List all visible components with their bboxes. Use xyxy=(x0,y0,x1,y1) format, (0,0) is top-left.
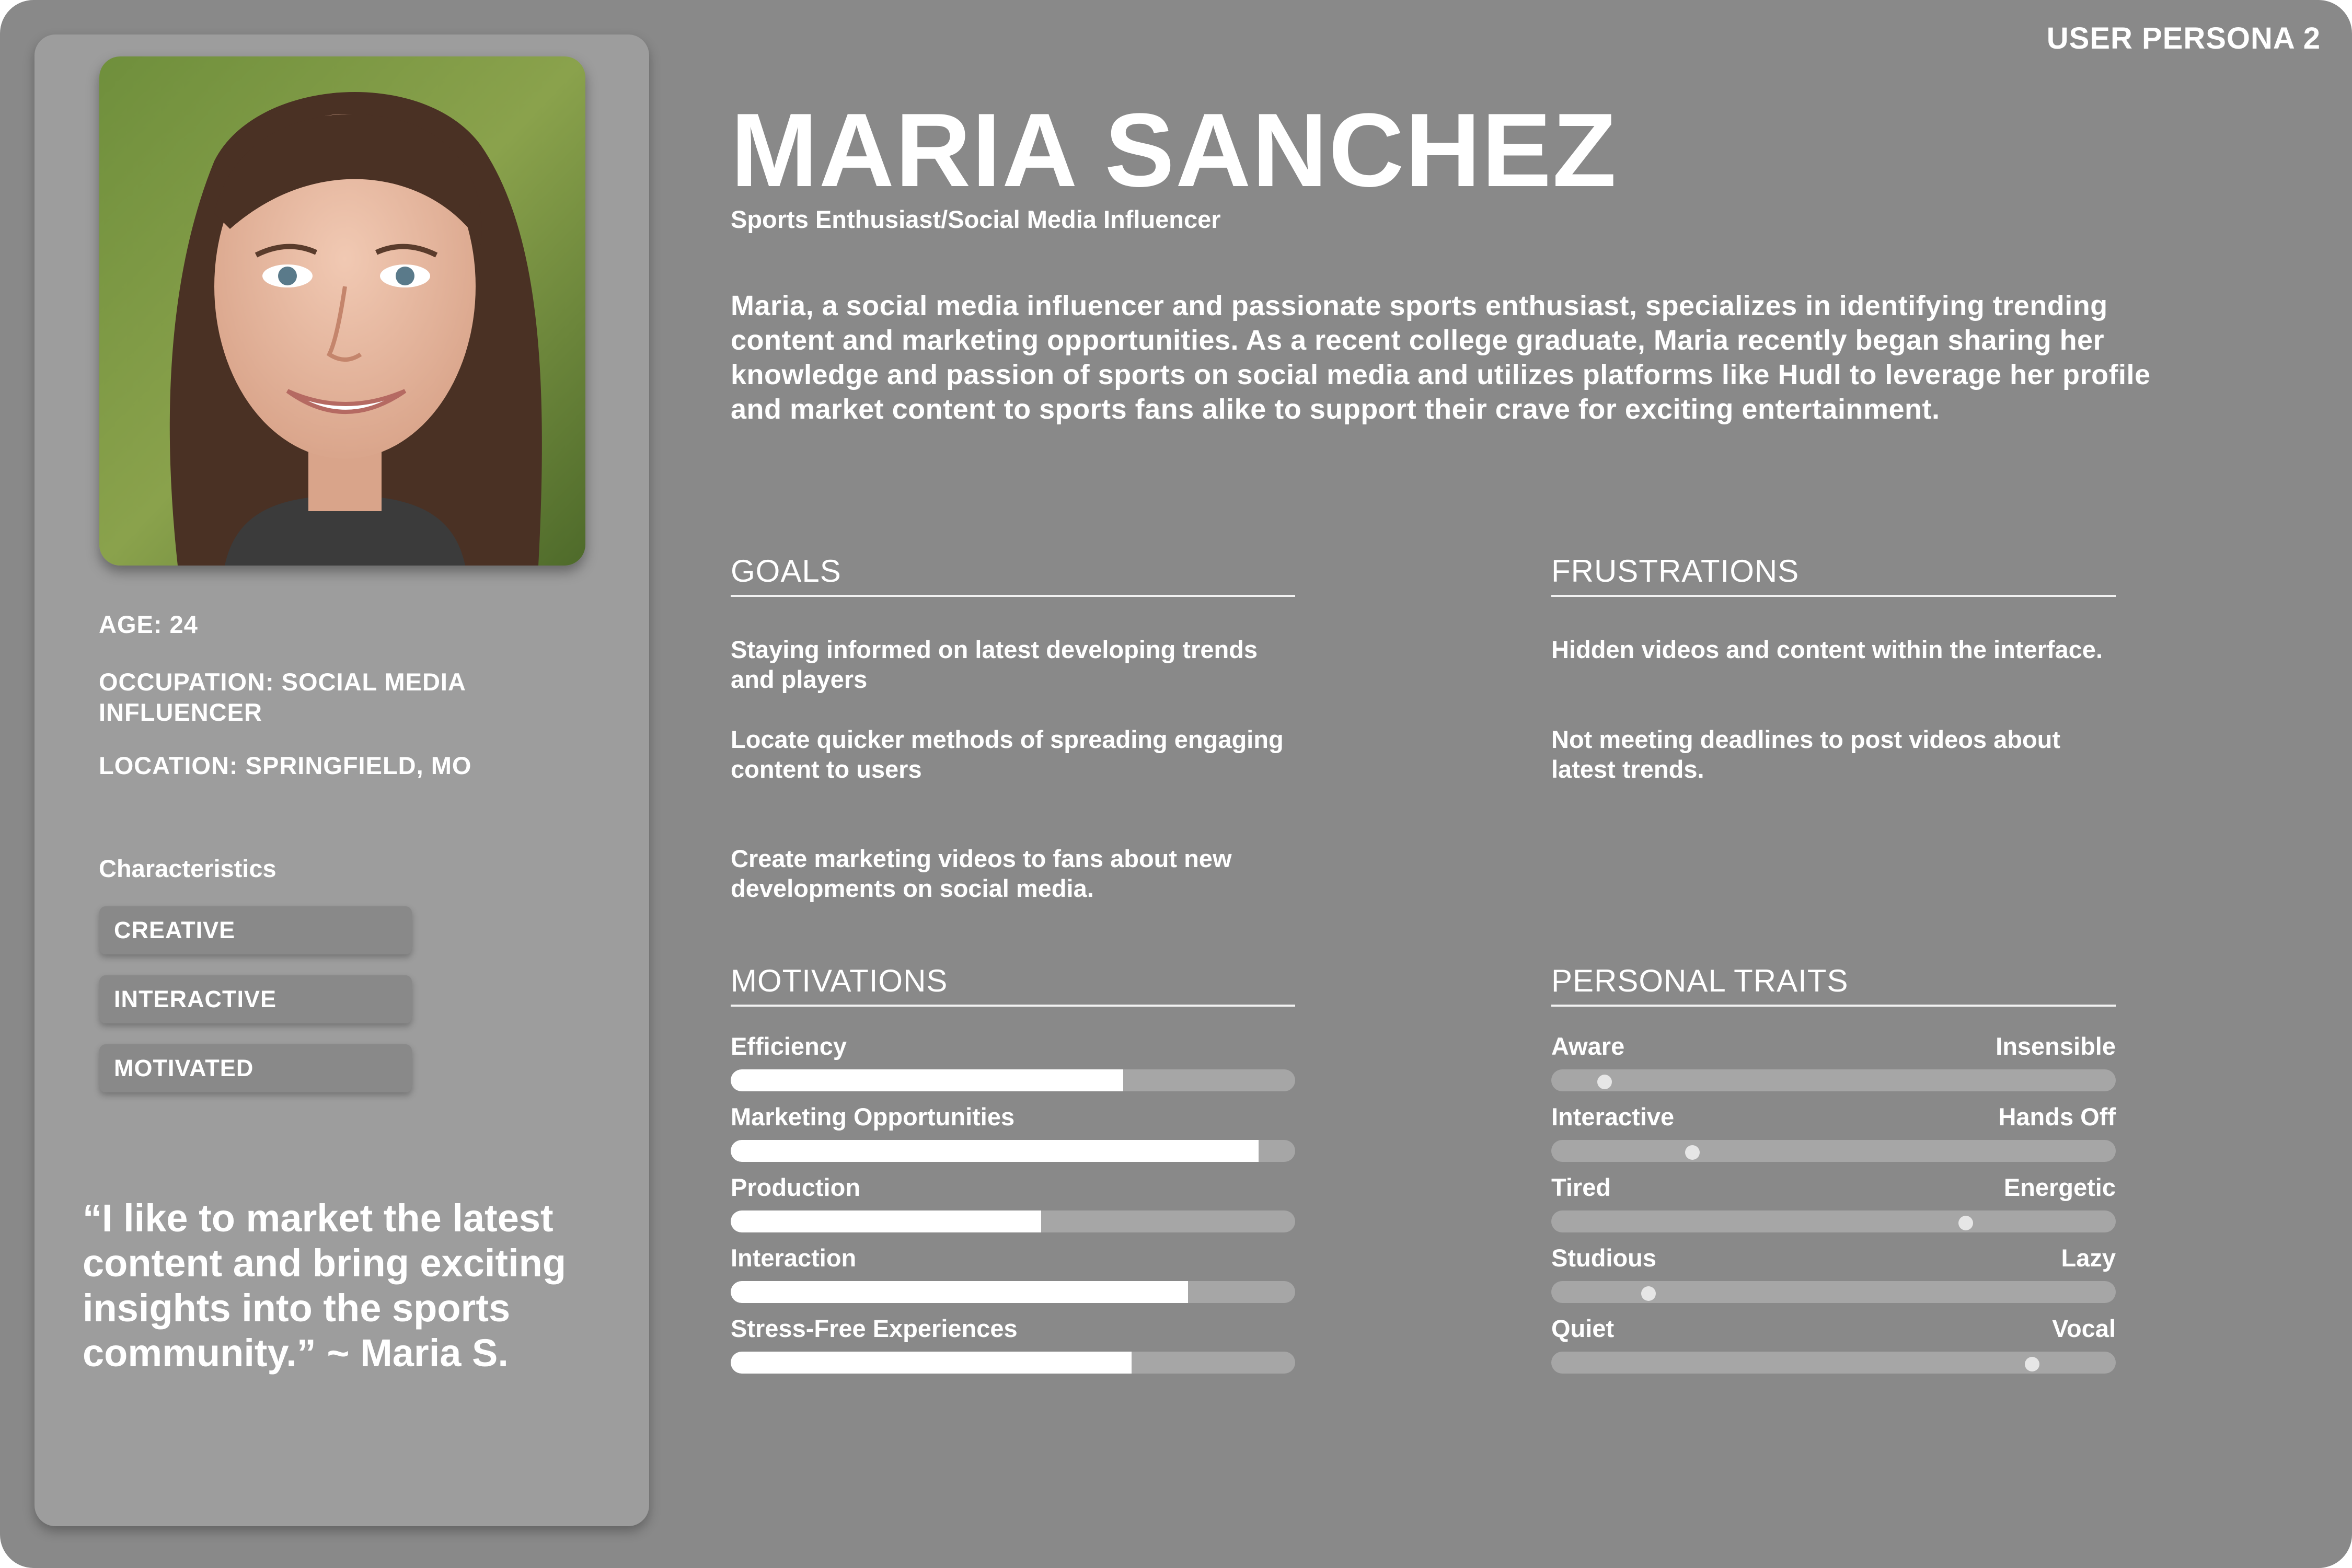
persona-subtitle: Sports Enthusiast/Social Media Influencer xyxy=(731,205,1221,233)
trait-slider xyxy=(1551,1210,2116,1232)
motivation-fill xyxy=(731,1140,1259,1162)
trait-slider-knob xyxy=(2025,1357,2039,1371)
goal-item: Locate quicker methods of spreading engaging content to users xyxy=(731,725,1284,783)
motivation-bar xyxy=(731,1210,1295,1232)
motivation-label: Stress-Free Experiences xyxy=(731,1315,1018,1342)
persona-name: MARIA SANCHEZ xyxy=(731,92,1618,209)
goal-item: Staying informed on latest developing trends and players xyxy=(731,636,1258,693)
trait-slider-knob xyxy=(1958,1216,1973,1230)
frustrations-title: FRUSTRATIONS xyxy=(1551,548,2116,597)
persona-quote: “I like to market the latest content and bring exciting insights into the sports community.” ~ Maria S. xyxy=(83,1196,567,1375)
characteristic-pill: INTERACTIVE xyxy=(99,975,412,1023)
motivation-fill xyxy=(731,1069,1123,1091)
trait-right-label: Insensible xyxy=(1996,1032,2116,1060)
trait-left-label: Studious xyxy=(1551,1244,1657,1272)
trait-slider xyxy=(1551,1069,2116,1091)
trait-slider xyxy=(1551,1140,2116,1162)
characteristics-title: Characteristics xyxy=(99,855,276,882)
trait-right-label: Vocal xyxy=(2052,1315,2116,1342)
motivation-fill xyxy=(731,1352,1132,1374)
trait-left-label: Interactive xyxy=(1551,1103,1675,1131)
age-label: AGE: 24 xyxy=(99,610,198,638)
motivations-title: MOTIVATIONS xyxy=(731,958,1295,1007)
trait-left-label: Tired xyxy=(1551,1173,1611,1201)
personal-traits-title: PERSONAL TRAITS xyxy=(1551,958,2116,1007)
persona-bio: Maria, a social media influencer and passionate sports enthusiast, specializes in identifying trending content and marketing opportunities. As a recent college graduate, Maria recently began sharing her knowledge and passion of sports on social media and utilizes platforms like Hudl to leverage her profile and market content to sports fans alike to support their crave for exciting entertainment. xyxy=(731,290,2151,425)
trait-slider xyxy=(1551,1281,2116,1303)
motivation-fill xyxy=(731,1281,1188,1303)
frustration-item: Hidden videos and content within the interface. xyxy=(1551,636,2103,663)
trait-right-label: Hands Off xyxy=(1998,1103,2116,1131)
motivation-label: Marketing Opportunities xyxy=(731,1103,1015,1131)
persona-badge: USER PERSONA 2 xyxy=(2046,21,2321,55)
occupation-label: OCCUPATION: SOCIAL MEDIA INFLUENCER xyxy=(99,668,466,726)
motivation-bar xyxy=(731,1069,1295,1091)
goal-item: Create marketing videos to fans about new developments on social media. xyxy=(731,845,1232,902)
motivation-bar xyxy=(731,1140,1295,1162)
motivation-label: Production xyxy=(731,1173,861,1201)
motivation-bar xyxy=(731,1281,1295,1303)
location-label: LOCATION: SPRINGFIELD, MO xyxy=(99,752,472,779)
portrait-image xyxy=(99,56,585,566)
motivation-bar xyxy=(731,1352,1295,1374)
trait-right-label: Energetic xyxy=(2003,1173,2116,1201)
trait-slider xyxy=(1551,1352,2116,1374)
profile-card xyxy=(34,34,649,1526)
profile-photo xyxy=(99,56,585,566)
trait-left-label: Quiet xyxy=(1551,1315,1615,1342)
characteristic-pill: MOTIVATED xyxy=(99,1044,412,1092)
frustration-item: Not meeting deadlines to post videos about latest trends. xyxy=(1551,725,2061,783)
trait-slider-knob xyxy=(1641,1286,1656,1301)
trait-right-label: Lazy xyxy=(2061,1244,2116,1272)
motivation-label: Interaction xyxy=(731,1244,857,1272)
trait-slider-knob xyxy=(1685,1145,1700,1160)
trait-left-label: Aware xyxy=(1551,1032,1625,1060)
goals-title: GOALS xyxy=(731,548,1295,597)
characteristic-pill: CREATIVE xyxy=(99,906,412,954)
trait-slider-knob xyxy=(1597,1075,1612,1089)
motivation-label: Efficiency xyxy=(731,1032,847,1060)
motivation-fill xyxy=(731,1210,1041,1232)
